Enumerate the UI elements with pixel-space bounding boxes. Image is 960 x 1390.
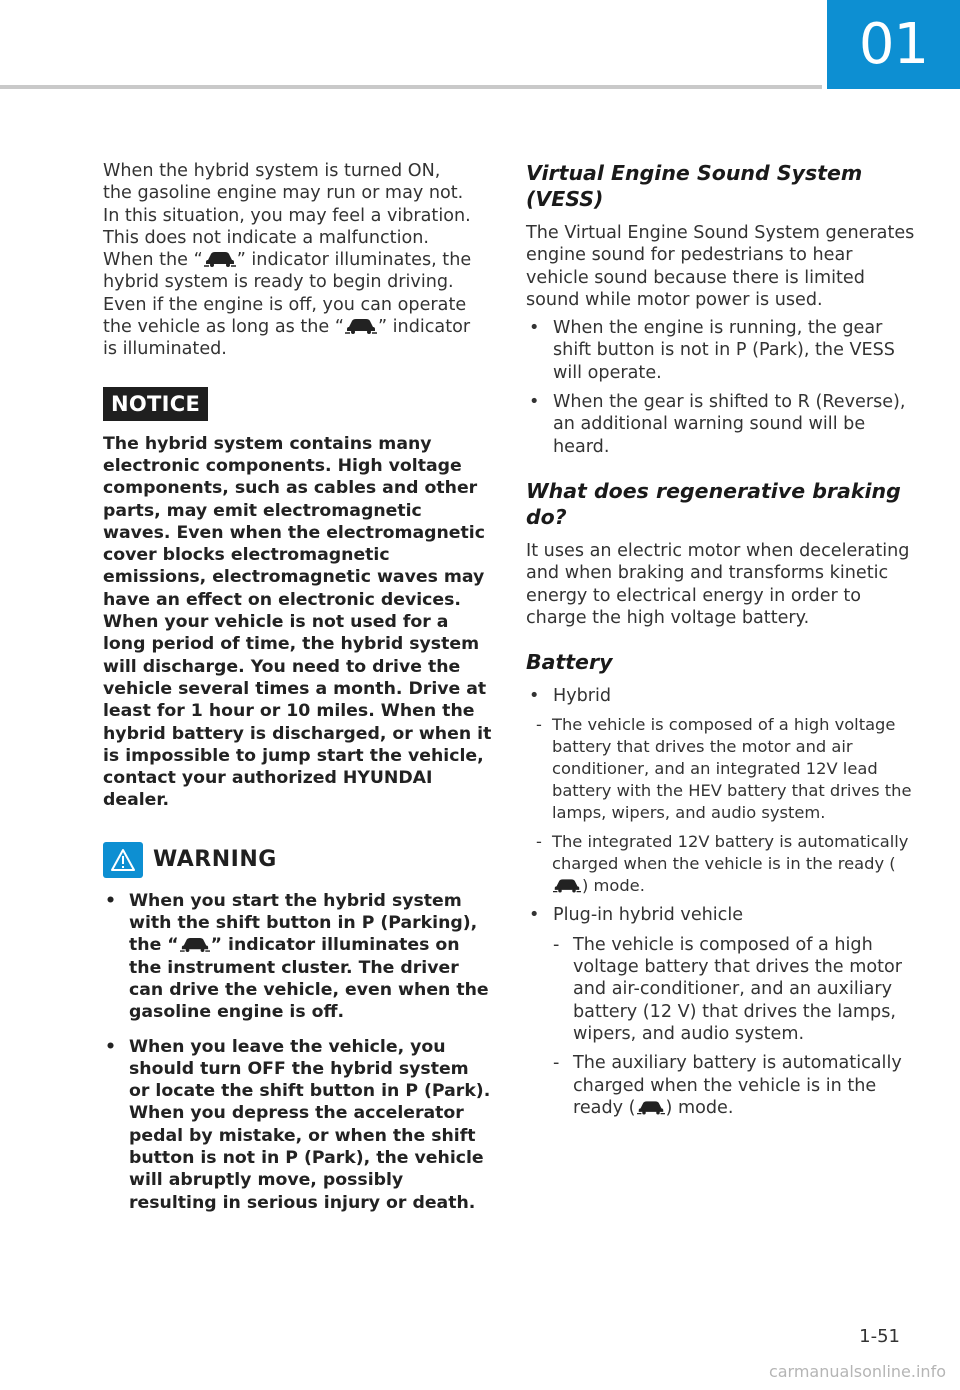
section-title-regen: What does regenerative braking do? [526, 478, 901, 529]
list-item: - The vehicle is composed of a high voltage battery that drives the motor and air-conditioner, and an auxiliary battery (12 V) that drives the lamps, wipers, and audio system. [526, 934, 916, 1045]
chapter-tab [827, 0, 960, 89]
list-item: • When you start the hybrid system with the shift button in P (Parking), the “ ” indicator illuminates on the instrument cluster. The driver can drive the vehicle, even when the gasoline engine is off. [103, 890, 493, 1024]
warning-triangle-icon [103, 842, 143, 878]
battery-list [526, 685, 916, 1119]
car-ready-icon [180, 936, 210, 953]
warning-header [103, 842, 493, 878]
section-title-vess: Virtual Engine Sound System (VESS) [526, 161, 863, 211]
car-ready-icon [637, 1099, 665, 1116]
notice-badge: NOTICE [103, 387, 208, 421]
plugin-sub-list [526, 934, 916, 1119]
header-rule [0, 85, 822, 89]
intro-paragraph: When the hybrid system is turned ON, the gasoline engine may run or may not. In this situation, you may feel a vibration. This does not indicate a malfunction. When the “ ” indicator illuminates, the hybrid system is ready to begin driving. Even if the engine is off, you can operate the vehicle as long as the “ ” indicator is illuminated. [103, 161, 472, 360]
left-column [103, 160, 493, 1226]
right-column [526, 160, 916, 1126]
section-title-battery: Battery [526, 650, 613, 675]
warning-list [103, 890, 493, 1214]
regen-paragraph: It uses an electric motor when decelerating and when braking and transforms kinetic energy to electrical energy in order to charge the high voltage battery. [526, 540, 910, 628]
list-item: - The integrated 12V battery is automatically charged when the vehicle is in the ready () mode. [526, 831, 916, 897]
car-ready-icon [345, 317, 377, 335]
car-ready-icon [553, 877, 581, 894]
chapter-number: 01 [858, 11, 929, 77]
warning-title: WARNING [153, 847, 277, 873]
hybrid-sub-list [526, 714, 916, 897]
list-item: • When the engine is running, the gear shift button is not in P (Park), the VESS will operate. [526, 317, 916, 384]
car-ready-icon [204, 250, 236, 268]
list-item: • When the gear is shifted to R (Reverse), an additional warning sound will be heard. [526, 391, 916, 458]
list-item: - The vehicle is composed of a high voltage battery that drives the motor and air conditioner, and an integrated 12V lead battery with the HEV battery that drives the lamps, wipers, and audio system. [526, 714, 916, 824]
list-item: • When you leave the vehicle, you should turn OFF the hybrid system or locate the shift button in P (Park). When you depress the accelerator pedal by mistake, or when the shift button is not in P (Park), the vehicle will abruptly move, possibly resulting in serious injury or death. [103, 1036, 493, 1214]
notice-text: The hybrid system contains many electronic components. High voltage components, such as cables and other parts, may emit electromagnetic waves. Even when the electromagnetic cover blocks electromagnetic emissions, electromagnetic waves may have an effect on electronic devices. When your vehicle is not used for a long period of time, the hybrid system will discharge. You need to drive the vehicle several times a month. Drive at least for 1 hour or 10 miles. When the hybrid battery is discharged, or when it is impossible to jump start the vehicle, contact your authorized HYUNDAI dealer. [103, 433, 492, 811]
watermark: carmanualsonline.info [768, 1362, 946, 1381]
vess-paragraph: The Virtual Engine Sound System generates engine sound for pedestrians to hear vehicle sound because there is limited sound while motor power is used. [526, 223, 915, 310]
vess-list [526, 317, 916, 458]
list-item: - The auxiliary battery is automatically charged when the vehicle is in the ready ( ) mode. [526, 1052, 916, 1119]
list-item: • Plug-in hybrid vehicle - The vehicle is composed of a high voltage battery that drives the motor and air-conditioner, and an auxiliary battery (12 V) that drives the lamps, wipers, and audio system. - The auxiliary battery is automatically charged when the vehicle is in the ready ( ) mode. [526, 904, 916, 1119]
list-item: • Hybrid - The vehicle is composed of a high voltage battery that drives the motor and air conditioner, and an integrated 12V lead battery with the HEV battery that drives the lamps, wipers, and audio system. - The integrated 12V battery is automatically charged when the vehicle is in the ready () mode. [526, 685, 916, 897]
page-number: 1-51 [859, 1326, 900, 1347]
